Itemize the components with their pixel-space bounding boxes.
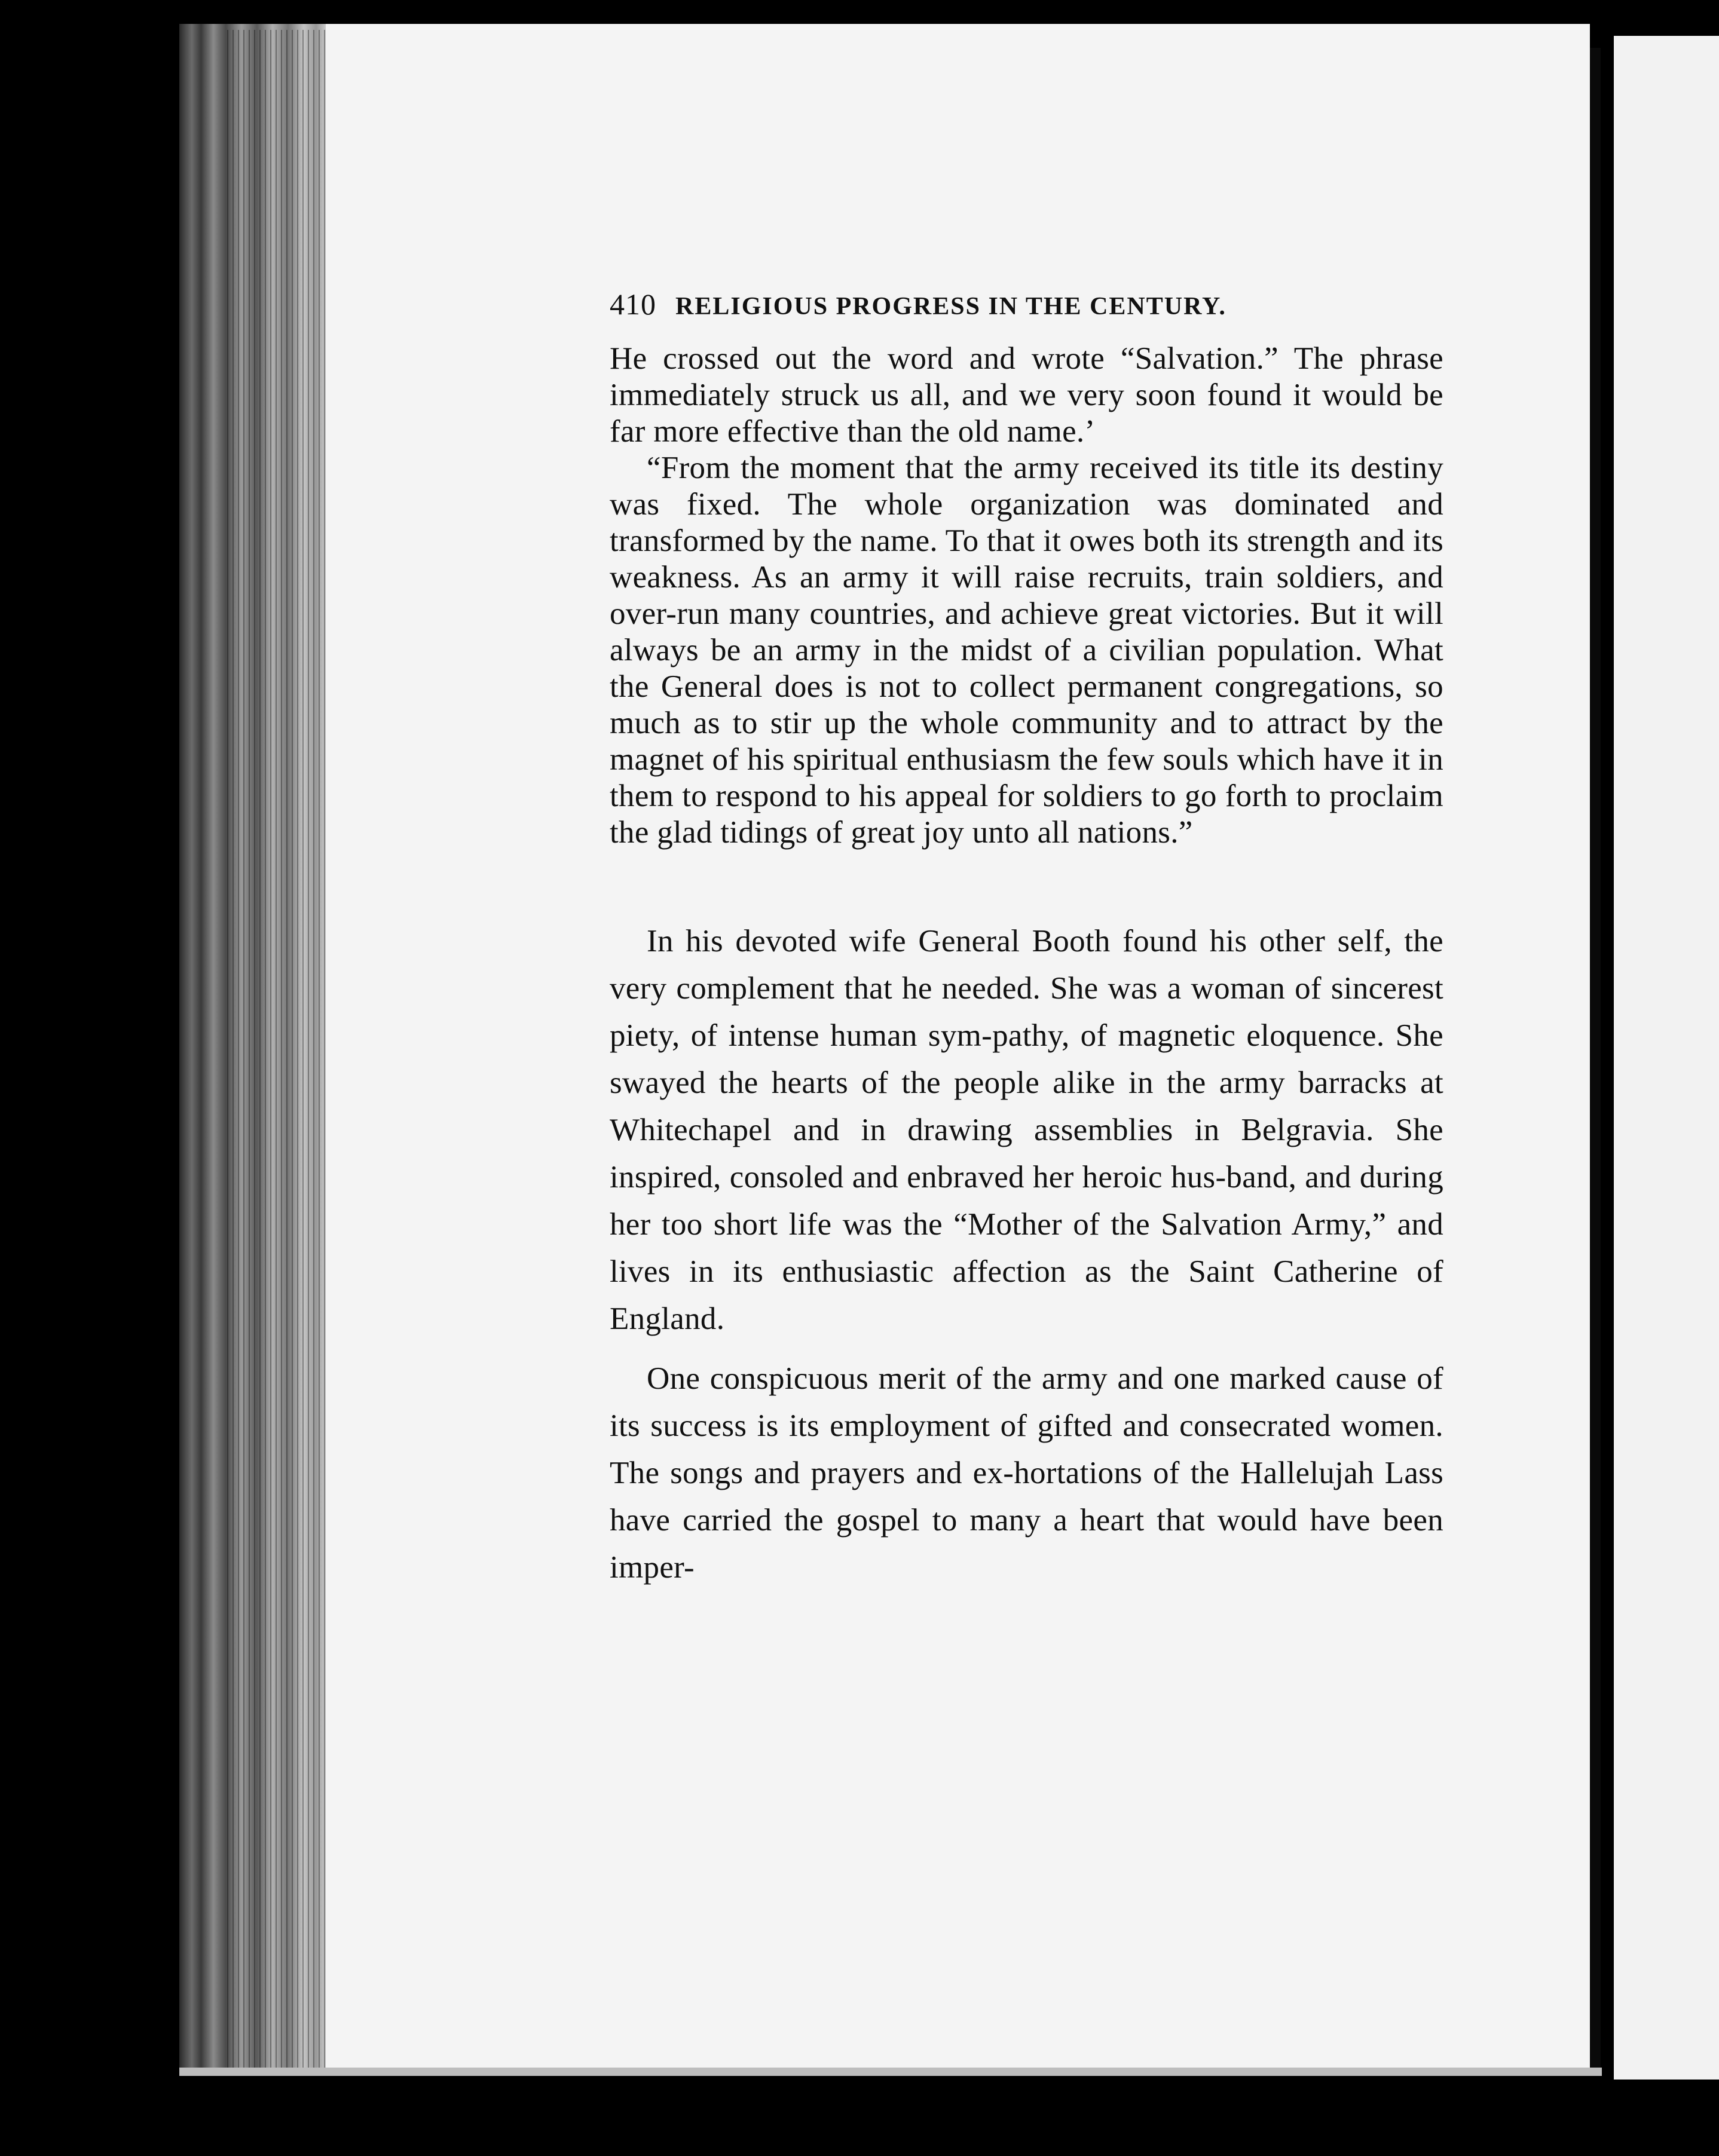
quote-paragraph: He crossed out the word and wrote “Salvation.” The phrase immediately struck us all, and we very soon found it would be far more effective than the old name.’	[610, 341, 1443, 449]
page-number: 410	[610, 287, 656, 321]
body-text	[610, 918, 1443, 1591]
page-edge-lines	[227, 30, 329, 2068]
quotation-block	[610, 341, 1443, 851]
book-gutter	[1590, 48, 1601, 2068]
running-title: RELIGIOUS PROGRESS IN THE CENTURY.	[675, 293, 1226, 320]
quote-paragraph: “From the moment that the army received its title its destiny was fixed. The whole organization was dominated and transformed by the name. To that it owes both its strength and its weakness. As an army it will raise recruits, train soldiers, and over-run many countries, and achieve great victories. But it will always be an army in the midst of a civilian population. What the General does is not to collect permanent congregations, so much as to stir up the whole community and to attract by the magnet of his spiritual enthusiasm the few souls which have it in them to respond to his appeal for soldiers to go forth to proclaim the glad tidings of great joy unto all nations.”	[610, 451, 1443, 850]
page-bottom-edge	[179, 2068, 1602, 2076]
page-text	[610, 287, 1443, 1604]
body-paragraph: In his devoted wife General Booth found his other self, the very complement that he needed. She was a woman of sincerest piety, of intense human sym-pathy, of magnetic eloquence. She swayed the hearts of the people alike in the army barracks at Whitechapel and in drawing assemblies in Belgravia. She inspired, consoled and enbraved her heroic hus-band, and during her too short life was the “Mother of the Salvation Army,” and lives in its enthusiastic affection as the Saint Catherine of England.	[610, 924, 1443, 1336]
facing-page-edge	[1614, 36, 1719, 2080]
running-head	[610, 287, 1443, 329]
section-gap	[610, 851, 1443, 918]
body-paragraph: One conspicuous merit of the army and one marked cause of its success is its employment of gifted and consecrated women. The songs and prayers and ex-hortations of the Hallelujah Lass have carried the gospel to many a heart that would have been imper-	[610, 1361, 1443, 1585]
